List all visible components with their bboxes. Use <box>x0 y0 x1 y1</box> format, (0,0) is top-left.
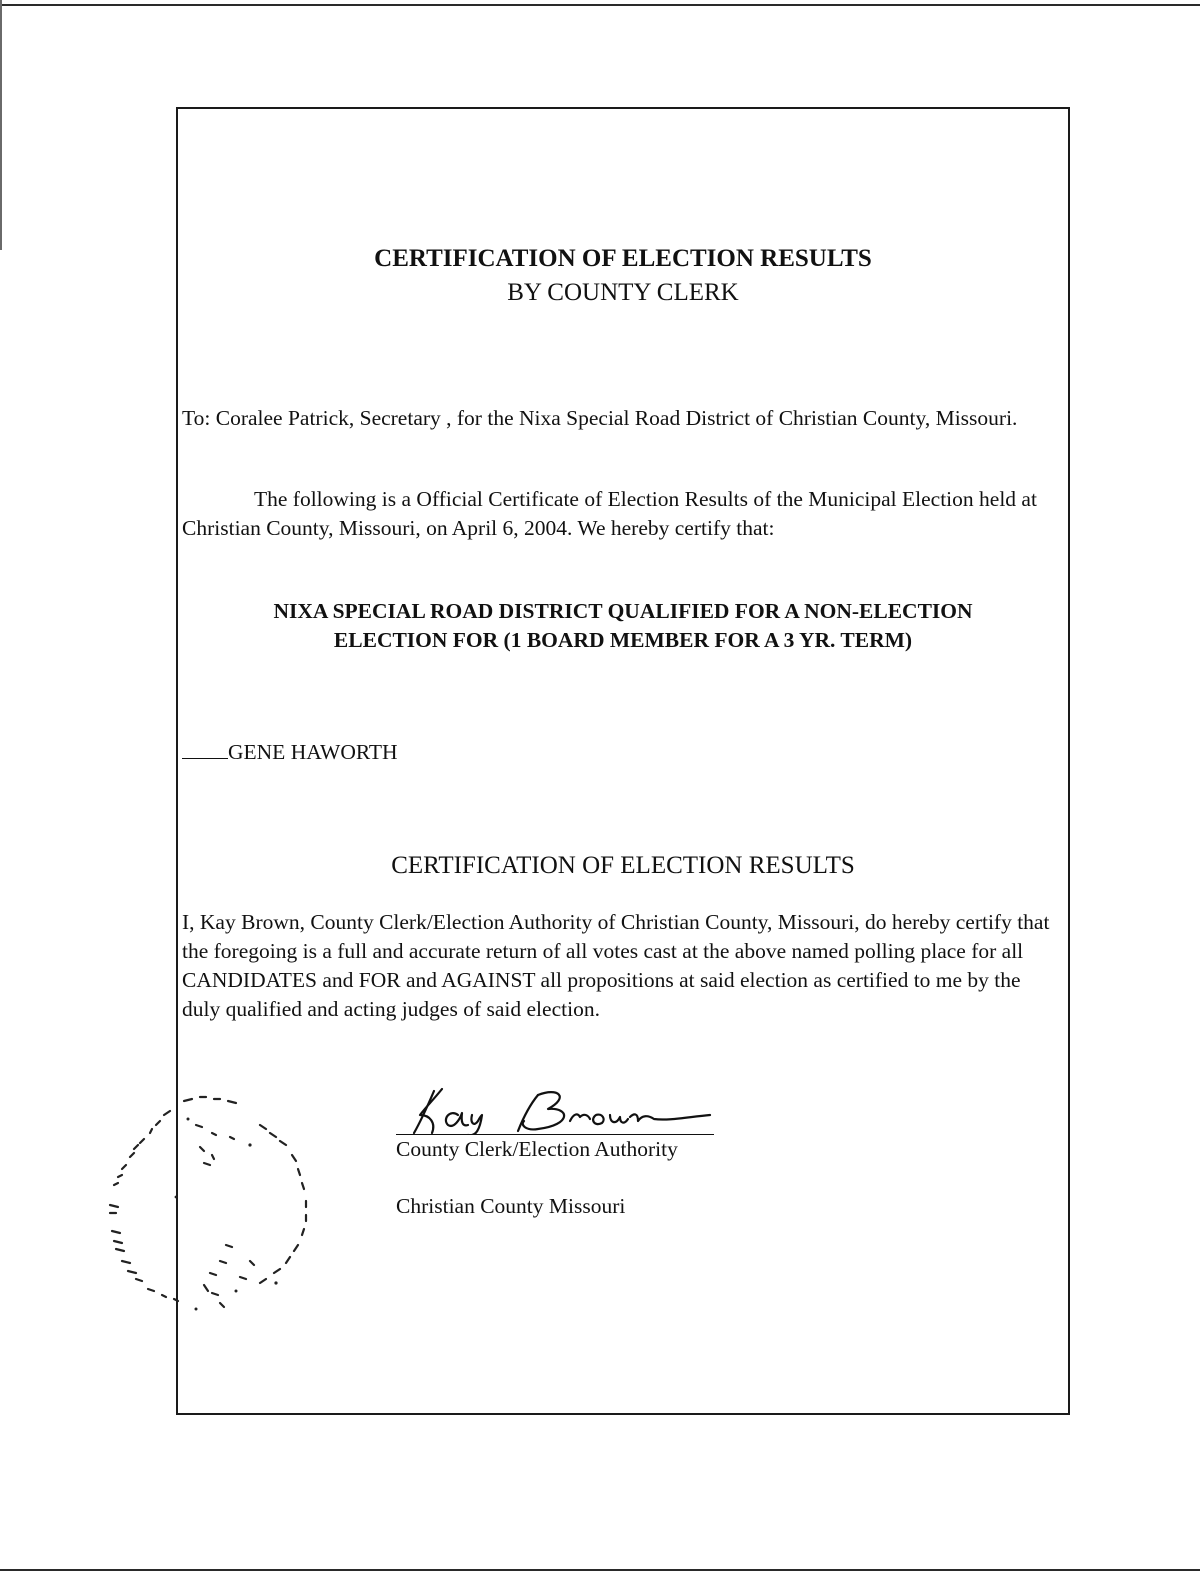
candidate-name: GENE HAWORTH <box>228 740 398 764</box>
scan-edge-top <box>0 4 1200 6</box>
document-subtitle: BY COUNTY CLERK <box>507 279 739 306</box>
race-heading-line-1: NIXA SPECIAL ROAD DISTRICT QUALIFIED FOR A NON-ELECTION <box>273 599 973 623</box>
attestation-paragraph: I, Kay Brown, County Clerk/Election Authority of Christian County, Missouri, do hereby certify that the foregoing is a full and accurate return of all votes cast at the above named polling place for all CANDIDATES and FOR and AGAINST all propositions at said election as certified to me by the duly qualified and acting judges of said election. <box>182 910 1050 1021</box>
race-heading <box>176 597 1070 655</box>
handwritten-signature <box>398 1085 718 1135</box>
candidate-entry <box>182 738 398 767</box>
signature-county: Christian County Missouri <box>396 1194 626 1218</box>
scan-edge-bottom <box>0 1569 1200 1571</box>
scan-edge-left <box>0 0 2 250</box>
certification-heading: CERTIFICATION OF ELECTION RESULTS <box>391 852 855 879</box>
embossed-seal-icon <box>100 1085 340 1330</box>
addressee-paragraph: To: Coralee Patrick, Secretary , for the Nixa Special Road District of Christian County, Missouri. <box>182 406 1018 430</box>
document-title: CERTIFICATION OF ELECTION RESULTS <box>374 245 872 272</box>
signature-title: County Clerk/Election Authority <box>396 1137 678 1161</box>
intro-paragraph <box>182 485 1052 543</box>
intro-text: The following is a Official Certificate of Election Results of the Municipal Election held at Christian County, Missouri, on April 6, 2004. We hereby certify that: <box>182 487 1037 540</box>
race-heading-line-2: ELECTION FOR (1 BOARD MEMBER FOR A 3 YR. TERM) <box>333 628 913 652</box>
candidate-mark-blank <box>182 740 228 759</box>
